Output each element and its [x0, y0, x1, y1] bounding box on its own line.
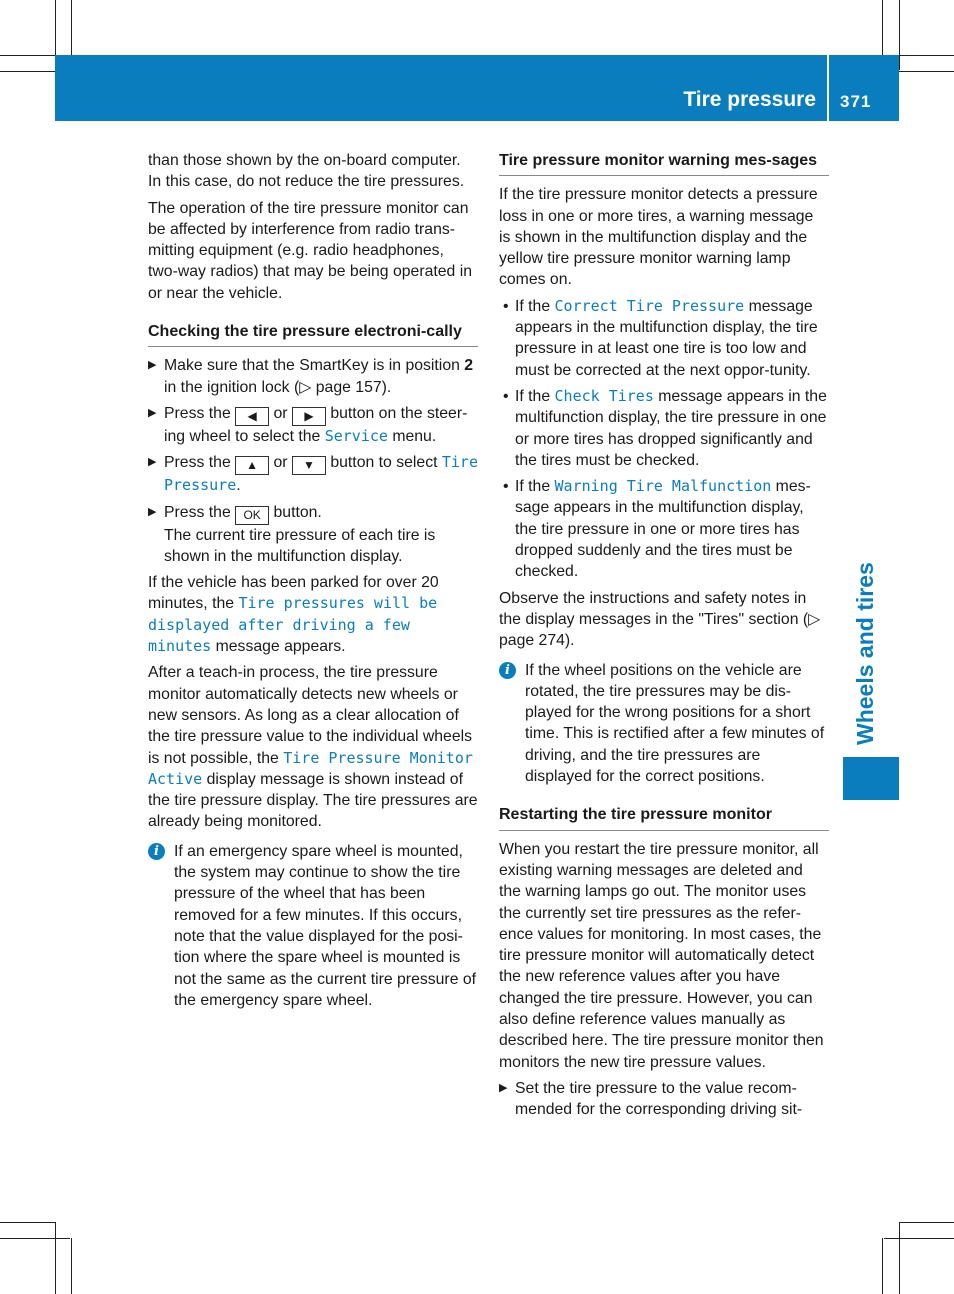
- info-icon: i: [499, 662, 516, 679]
- crop-mark: [899, 1222, 954, 1223]
- crop-mark: [0, 55, 55, 56]
- display-message: Tire Pressure Monitor Active: [148, 748, 473, 788]
- crop-mark: [71, 1238, 72, 1294]
- section-heading: Restarting the tire pressure monitor: [499, 804, 829, 830]
- crop-mark: [71, 0, 72, 55]
- instruction-step: ▶ Press the ▲ or ▼ button to select Tire Pressure.: [148, 453, 478, 495]
- display-message: Tire Pressure: [164, 453, 478, 495]
- crop-mark: [0, 1222, 55, 1223]
- paragraph: If the tire pressure monitor detects a pressure loss in one or more tires, a warning message is shown in the multifunction display and the yellow tire pressure monitor warning lamp comes on.: [499, 186, 818, 289]
- paragraph: If the vehicle has been parked for over 20 minutes, the Tire pressures will be displayed after driving a few minutes message appears.: [148, 574, 439, 656]
- chapter-tab: [843, 757, 899, 800]
- crop-mark: [899, 0, 900, 70]
- instruction-step: ▶ Press the ◀ or ▶ button on the steer-ing wheel to select the Service menu.: [148, 404, 468, 445]
- crop-mark: [882, 1238, 883, 1294]
- left-column: [148, 150, 478, 1016]
- bullet-item: • If the Correct Tire Pressure message appears in the multifunction display, the tire pressure in at least one tire is too low and must be corrected at the next oppor-tunity.: [503, 296, 818, 379]
- right-column: [499, 150, 829, 1125]
- display-message: Tire pressures will be displayed after driving a few minutes: [148, 594, 438, 656]
- crop-mark: [899, 55, 954, 56]
- info-text: If the wheel positions on the vehicle are rotated, the tire pressures may be dis-played for the wrong positions for a short time. This is rectified after a few minutes of driving, and the tire pressures are displayed for the correct positions.: [525, 661, 825, 786]
- section-heading: Tire pressure monitor warning mes-sages: [499, 150, 829, 176]
- left-arrow-key-icon: ◀: [235, 407, 269, 426]
- paragraph: After a teach-in process, the tire pressure monitor automatically detects new wheels or new sensors. As long as a clear allocation of the tire pressure value to the individual wheels is not possible, the Tire Pressure Monitor Active display message is shown instead of the tire pressure display. The tire pressures are already being monitored.: [148, 664, 478, 831]
- info-text: If an emergency spare wheel is mounted, the system may continue to show the tire pressure of the wheel that has been removed for a few minutes. If this occurs, note that the value displayed for the posi-tion where the spare wheel is mounted is not the same as the current tire pressure of the emergency spare wheel.: [174, 842, 477, 1009]
- bullet-item: • If the Check Tires message appears in the multifunction display, the tire pressure in one or more tires has dropped significantly and the tires must be checked.: [503, 386, 827, 469]
- chapter-label: Wheels and tires: [852, 562, 878, 745]
- page-title: Tire pressure: [683, 88, 816, 111]
- crop-mark: [55, 1222, 56, 1294]
- display-message: Correct Tire Pressure: [554, 296, 745, 315]
- display-message: Warning Tire Malfunction: [554, 477, 772, 496]
- step-arrow-icon: ▶: [148, 456, 157, 469]
- info-icon: i: [148, 843, 165, 860]
- section-heading: Checking the tire pressure electroni-cally: [148, 321, 478, 347]
- display-message: Check Tires: [554, 386, 654, 405]
- crop-mark: [884, 1238, 954, 1239]
- instruction-step: ▶ Make sure that the SmartKey is in position 2 in the ignition lock (▷ page 157).: [148, 357, 474, 396]
- up-arrow-key-icon: ▲: [235, 456, 269, 475]
- page-number: 371: [840, 92, 872, 111]
- step-arrow-icon: ▶: [148, 406, 157, 419]
- crop-mark: [899, 1222, 900, 1294]
- step-arrow-icon: ▶: [499, 1081, 508, 1094]
- paragraph: When you restart the tire pressure monitor, all existing warning messages are deleted and the warning lamps go out. The monitor uses the currently set tire pressures as the refer-ence values for monitoring. In most cases, the tire pressure monitor will automatically detect the new reference values after you have changed the tire pressure. However, you can also define reference values manually as described here. The tire pressure monitor then monitors the new tire pressure values.: [499, 840, 824, 1071]
- step-arrow-icon: ▶: [148, 359, 157, 372]
- paragraph: than those shown by the on-board computer. In this case, do not reduce the tire pressures.: [148, 152, 465, 191]
- info-note: [499, 660, 829, 788]
- crop-mark: [0, 1238, 70, 1239]
- display-message: Service: [324, 426, 388, 445]
- paragraph: The operation of the tire pressure monitor can be affected by interference from radio trans-mitting equipment (e.g. radio headphones, two-way radios) that may be being operated in or near the vehicle.: [148, 199, 473, 302]
- ok-key-icon: OK: [235, 506, 269, 525]
- info-note: [148, 841, 478, 1011]
- header-divider: [827, 55, 829, 121]
- bullet-item: • If the Warning Tire Malfunction mes-sage appears in the multifunction display, the tire pressure in one or more tires has dropped suddenly and the tires must be checked.: [503, 477, 811, 581]
- right-arrow-key-icon: ▶: [292, 407, 326, 426]
- down-arrow-key-icon: ▼: [292, 456, 326, 475]
- instruction-step: ▶ Press the OK button. The current tire pressure of each tire is shown in the multifunction display.: [148, 503, 436, 565]
- step-arrow-icon: ▶: [148, 505, 157, 518]
- paragraph: Observe the instructions and safety notes in the display messages in the "Tires" section (▷ page 274).: [499, 589, 821, 650]
- instruction-step: ▶ Set the tire pressure to the value recom-mended for the corresponding driving sit-: [499, 1079, 803, 1119]
- crop-mark: [882, 0, 883, 55]
